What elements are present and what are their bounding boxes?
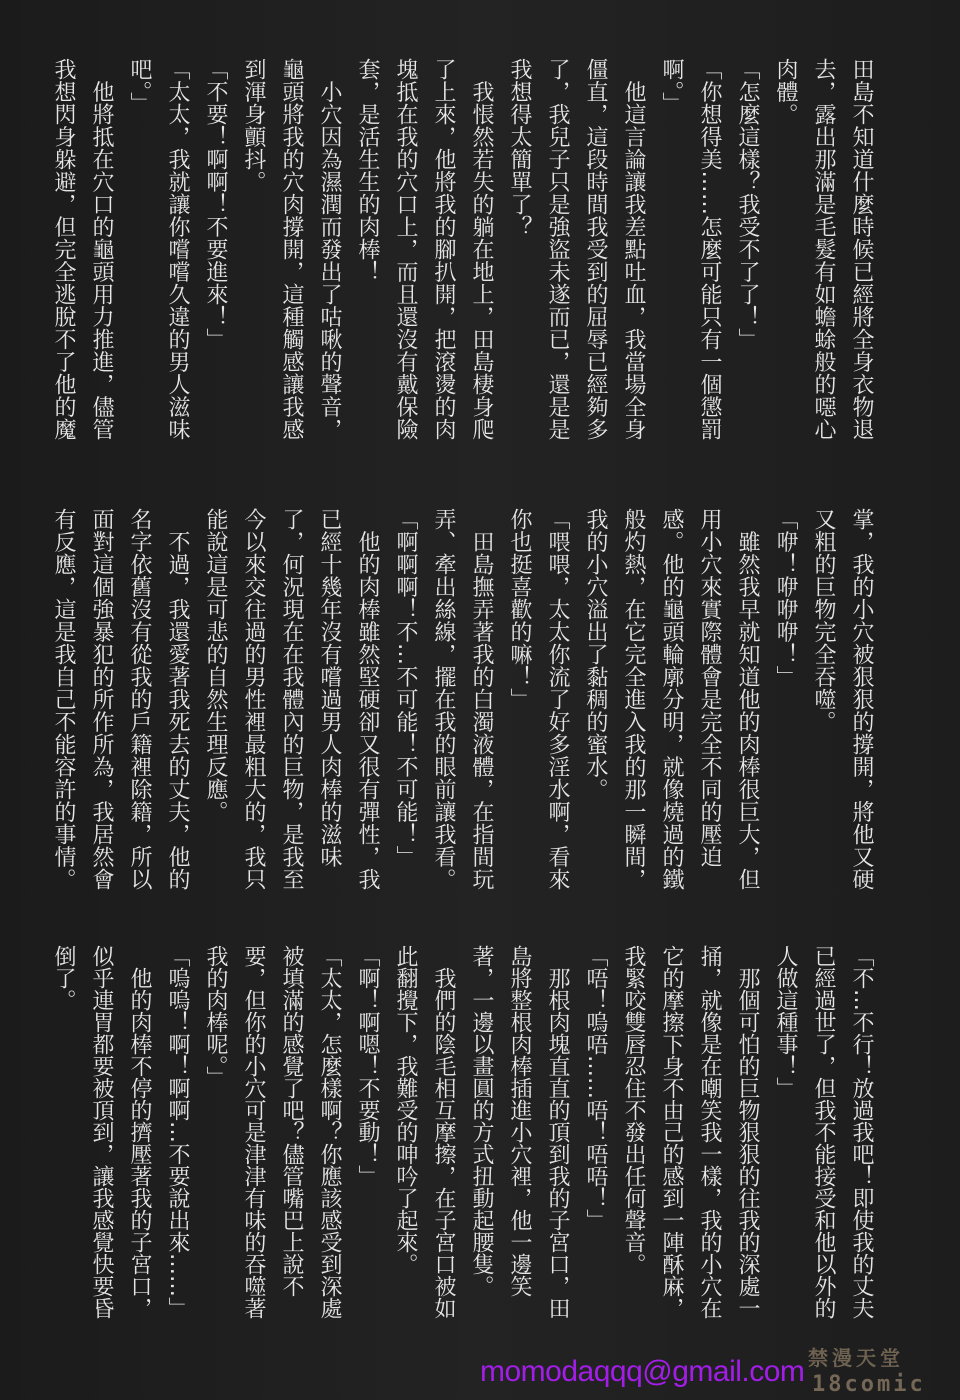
text-column: 不過，我還愛著我死去的丈夫，他的 — [165, 508, 190, 891]
text-column: 「怎麼這樣？我受不了了！」 — [735, 58, 760, 351]
text-column: 我的肉棒呢。」 — [203, 945, 228, 1088]
logo-text-cn: 禁漫天堂 — [808, 1346, 904, 1370]
text-column: 你也挺喜歡的嘛！」 — [507, 508, 532, 711]
text-column: 它的摩擦下身不由己的感到一陣酥麻， — [659, 945, 684, 1319]
text-column: 能說這是可悲的自然生理反應。 — [203, 508, 228, 823]
text-column: 名字依舊沒有從我的戶籍裡除籍，所以 — [127, 508, 152, 891]
text-column: 「唔！嗚唔……唔！唔唔！」 — [583, 945, 608, 1231]
text-column: 著，一邊以畫圓的方式扭動起腰隻。 — [469, 945, 494, 1297]
text-column: 「啊啊啊！不…不可能！不可能！」 — [393, 508, 418, 868]
text-column: 去，露出那滿是毛髮有如蟾蜍般的噁心 — [811, 58, 836, 441]
text-column: 又粗的巨物完全吞噬。 — [811, 508, 836, 733]
text-column: 般灼熱，在它完全進入我的那一瞬間， — [621, 508, 646, 891]
text-column: 人做這種事！」 — [773, 945, 798, 1099]
text-column: 「不要！啊啊！不要進來！」 — [203, 58, 228, 351]
text-column: 田島撫弄著我的白濁液體，在指間玩 — [469, 508, 494, 891]
text-column: 了，何況現在在我體內的巨物，是我至 — [279, 508, 304, 891]
text-column: 島將整根肉棒插進小穴裡，他一邊笑 — [507, 945, 532, 1297]
logo-text-en: 18comic — [812, 1372, 926, 1397]
text-column: 我想得太簡單了？ — [507, 58, 532, 238]
text-column: 似乎連胃都要被頂到，讓我感覺快要昏 — [89, 945, 114, 1319]
text-column: 捅，就像是在嘲笑我一樣，我的小穴在 — [697, 945, 722, 1319]
text-column: 他的肉棒雖然堅硬卻又很有彈性，我 — [355, 508, 380, 891]
text-column: 那根肉塊直直的頂到我的子宮口，田 — [545, 945, 570, 1319]
text-column: 弄、牽出絲線，擺在我的眼前讓我看。 — [431, 508, 456, 891]
email-watermark: momodaqqq@gmail.com — [480, 1355, 805, 1388]
text-column: 我想閃身躲避，但完全逃脫不了他的魔 — [51, 58, 76, 441]
text-column: 啊。」 — [659, 58, 684, 115]
text-column: 我的小穴溢出了黏稠的蜜水。 — [583, 508, 608, 801]
text-column: 今以來交往過的男性裡最粗大的，我只 — [241, 508, 266, 891]
text-column: 僵直，這段時間我受到的屈辱已經夠多 — [583, 58, 608, 441]
text-column: 他這言論讓我差點吐血，我當場全身 — [621, 58, 646, 441]
text-column: 已經過世了，但我不能接受和他以外的 — [811, 945, 836, 1319]
text-column: 「啊！啊嗯！不要動！」 — [355, 945, 380, 1187]
text-column: 倒了。 — [51, 945, 76, 1011]
text-column: 了上來，他將我的腳扒開，把滾燙的肉 — [431, 58, 456, 441]
text-block-top — [40, 58, 880, 468]
text-column: 小穴因為濕潤而發出了咕啾的聲音， — [317, 58, 342, 441]
text-column: 此翻攪下，我難受的呻吟了起來。 — [393, 945, 418, 1275]
text-column: 「喂喂，太太你流了好多淫水啊，看來 — [545, 508, 570, 891]
text-column: 「咿！咿咿咿！」 — [773, 508, 798, 688]
text-column: 掌，我的小穴被狠狠的撐開，將他又硬 — [849, 508, 874, 891]
text-column: 雖然我早就知道他的肉棒很巨大，但 — [735, 508, 760, 891]
site-logo — [808, 1346, 956, 1400]
text-column: 「嗚嗚！啊！啊啊…不要說出來……」 — [165, 945, 190, 1319]
text-column: 田島不知道什麼時候已經將全身衣物退 — [849, 58, 874, 441]
text-column: 肉體。 — [773, 58, 798, 126]
text-column: 他的肉棒不停的擠壓著我的子宮口， — [127, 945, 152, 1319]
text-column: 面對這個強暴犯的所作所為，我居然會 — [89, 508, 114, 891]
text-column: 用小穴來實際體會是完全不同的壓迫 — [697, 508, 722, 868]
text-column: 塊抵在我的穴口上，而且還沒有戴保險 — [393, 58, 418, 441]
text-column: 套，是活生生的肉棒！ — [355, 58, 380, 283]
text-column: 「你想得美……怎麼可能只有一個懲罰 — [697, 58, 722, 441]
text-column: 我悵然若失的躺在地上，田島棲身爬 — [469, 58, 494, 441]
text-column: 他將抵在穴口的龜頭用力推進，儘管 — [89, 58, 114, 441]
text-column: 「太太，我就讓你嚐嚐久違的男人滋味 — [165, 58, 190, 441]
text-column: 「太太，怎麼樣啊？你應該感受到深處 — [317, 945, 342, 1319]
text-column: 了，我兒子只是強盜未遂而已，還是是 — [545, 58, 570, 441]
text-column: 我們的陰毛相互摩擦，在子宮口被如 — [431, 945, 456, 1319]
text-column: 那個可怕的巨物狠狠的往我的深處一 — [735, 945, 760, 1319]
text-column: 我緊咬雙唇忍住不發出任何聲音。 — [621, 945, 646, 1275]
text-column: 要，但你的小穴可是津津有味的吞噬著 — [241, 945, 266, 1319]
text-block-bottom — [40, 945, 880, 1343]
text-column: 「不…不行！放過我吧！即使我的丈夫 — [849, 945, 874, 1319]
text-column: 龜頭將我的穴肉撐開，這種觸感讓我感 — [279, 58, 304, 441]
text-column: 已經十幾年沒有嚐過男人肉棒的滋味 — [317, 508, 342, 868]
text-block-middle — [40, 508, 880, 918]
text-column: 感。他的龜頭輪廓分明，就像燒過的鐵 — [659, 508, 684, 891]
text-column: 吧。」 — [127, 58, 152, 115]
text-column: 到渾身顫抖。 — [241, 58, 266, 193]
text-column: 有反應，這是我自己不能容許的事情。 — [51, 508, 76, 891]
text-column: 被填滿的感覺了吧？儘管嘴巴上說不 — [279, 945, 304, 1297]
